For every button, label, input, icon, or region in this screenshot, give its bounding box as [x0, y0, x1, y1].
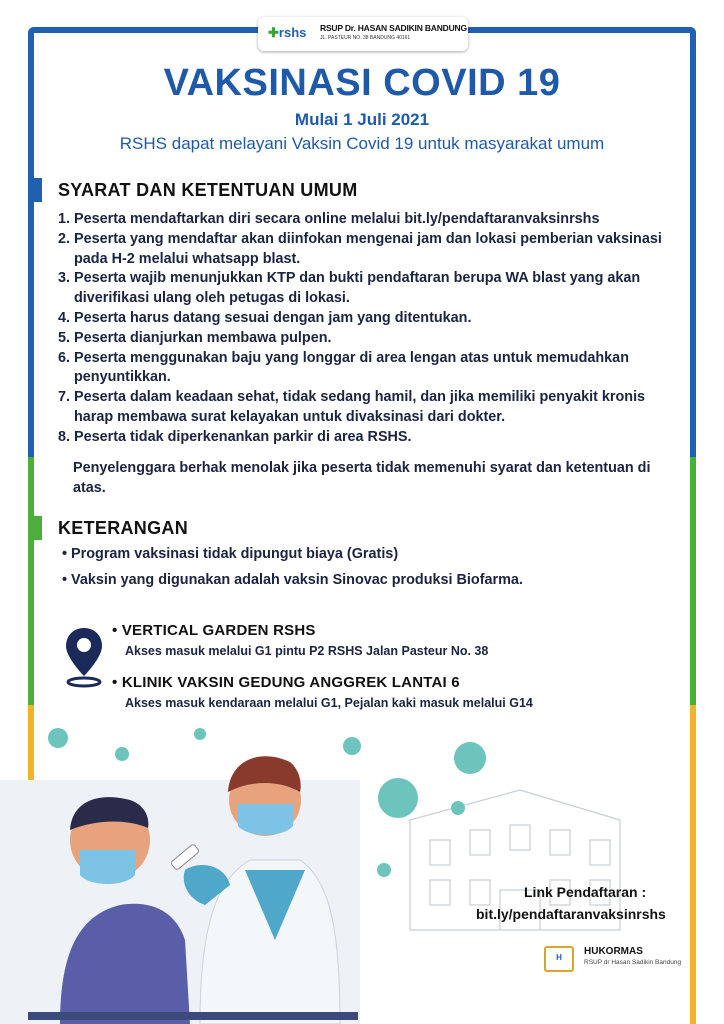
frame-right-green	[690, 457, 696, 705]
terms-list	[58, 210, 688, 448]
start-date: Mulai 1 Juli 2021	[294, 110, 430, 129]
page-title: VAKSINASI COVID 19	[163, 62, 561, 104]
info-heading-bar	[28, 516, 42, 540]
tagline: RSHS dapat melayani Vaksin Covid 19 untuk masyarakat umum	[119, 134, 605, 153]
location-pin-icon	[64, 626, 104, 688]
vaccination-illustration	[0, 700, 724, 1024]
registration-label: Link Pendaftaran :	[524, 884, 647, 900]
term-item: 4. Peserta harus datang sesuai dengan jam yang ditentukan.	[58, 309, 472, 326]
hukormas-subtitle: RSUP dr Hasan Sadikin Bandung	[584, 959, 682, 966]
terms-heading-bar	[28, 178, 42, 202]
hospital-address: JL. PASTEUR NO. 38 BANDUNG 40161	[320, 35, 411, 41]
hukormas-name: HUKORMAS	[584, 946, 643, 957]
location-2-access: Akses masuk kendaraan melalui G1, Pejalan kaki masuk melalui G14	[125, 696, 533, 710]
term-item: 1. Peserta mendaftarkan diri secara online melalui bit.ly/pendaftaranvaksinrshs	[58, 211, 600, 227]
bottom-bar	[28, 1012, 358, 1020]
term-item: 5. Peserta dianjurkan membawa pulpen.	[58, 329, 332, 346]
rshs-logo-mark: ✚rshs	[268, 25, 307, 40]
location-1-access: Akses masuk melalui G1 pintu P2 RSHS Jalan Pasteur No. 38	[125, 644, 489, 658]
info-bullet-vaccine: • Vaksin yang digunakan adalah vaksin Sinovac produksi Biofarma.	[62, 572, 523, 588]
frame-left-green	[28, 457, 34, 705]
hukormas-logo-icon: H	[544, 946, 574, 972]
location-1-name: • VERTICAL GARDEN RSHS	[112, 622, 316, 639]
hospital-logo	[258, 17, 468, 51]
location-2-name: • KLINIK VAKSIN GEDUNG ANGGREK LANTAI 6	[112, 674, 460, 691]
term-item: 2. Peserta yang mendaftar akan diinfokan mengenai jam dan lokasi pemberian vaksinasi pada H-2 melalui whatsapp blast.	[58, 230, 662, 267]
terms-heading: SYARAT DAN KETENTUAN UMUM	[58, 180, 358, 200]
hospital-name: RSUP Dr. HASAN SADIKIN BANDUNG	[320, 23, 467, 33]
info-bullet-free: • Program vaksinasi tidak dipungut biaya (Gratis)	[62, 546, 399, 562]
term-item: 7. Peserta dalam keadaan sehat, tidak sedang hamil, dan jika memiliki penyakit kronis harap membawa surat kelayakan untuk divaksinasi dari dokter.	[58, 389, 646, 425]
term-item: 8. Peserta tidak diperkenankan parkir di area RSHS.	[58, 428, 412, 445]
term-item: 3. Peserta wajib menunjukkan KTP dan bukti pendaftaran berupa WA blast yang akan diverifikasi ulang oleh petugas di lokasi.	[58, 270, 641, 307]
term-item: 6. Peserta menggunakan baju yang longgar di area lengan atas untuk memudahkan penyuntikkan.	[58, 349, 629, 386]
info-heading: KETERANGAN	[58, 518, 189, 538]
registration-link[interactable]: bit.ly/pendaftaranvaksinrshs	[476, 906, 666, 922]
terms-note: Penyelenggara berhak menolak jika peserta tidak memenuhi syarat dan ketentuan di atas.	[73, 460, 651, 496]
